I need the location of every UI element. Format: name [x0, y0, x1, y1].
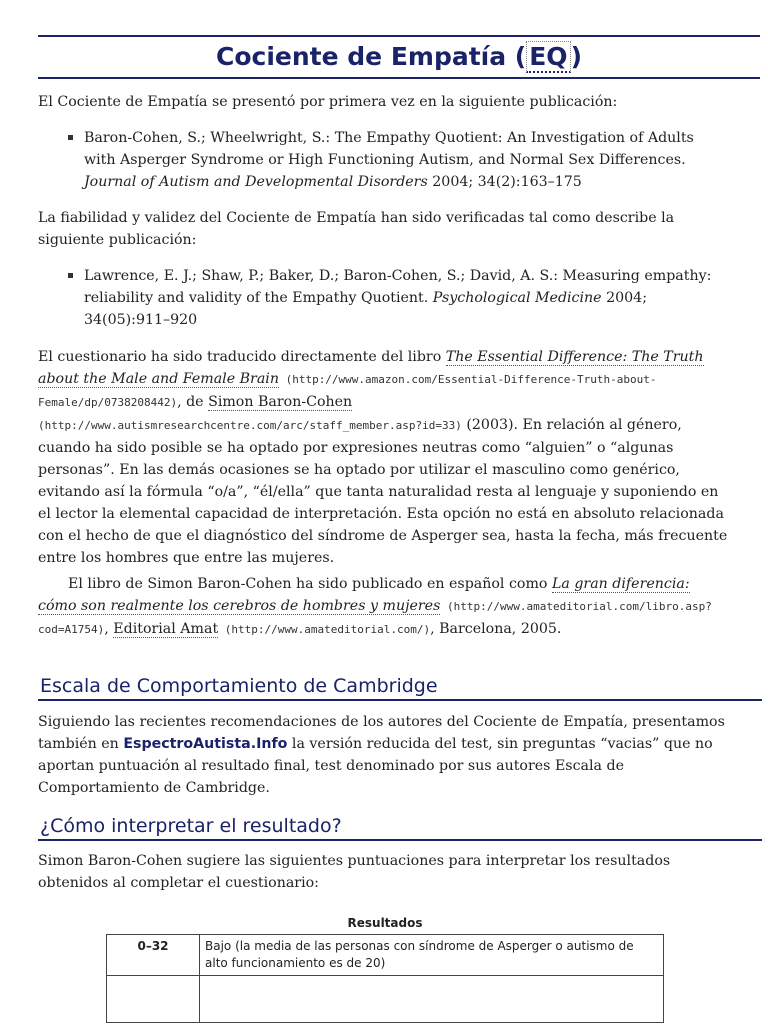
eq-abbreviation[interactable]: EQ — [526, 41, 570, 73]
author-url: (http://www.autismresearchcentre.com/arc/staff_member.asp?id=33) — [38, 419, 462, 432]
reference-1: Baron-Cohen, S.; Wheelwright, S.: The Empathy Quotient: An Investigation of Adults with Asperger Syndrome or High Functioning Autism, and Normal Sex Differences. Journal of Autism and Developmental Disorders 2004; 34(2):163–175 — [84, 127, 724, 193]
results-table-title: Resultados — [347, 916, 423, 930]
site-brand: EspectroAutista.Info — [123, 736, 288, 752]
table-row — [107, 935, 664, 976]
interpret-heading: ¿Cómo interpretar el resultado? — [38, 813, 762, 841]
cambridge-paragraph: Siguiendo las recientes recomendaciones de los autores del Cociente de Empatía, presentamos también en EspectroAutista.Info la versión reducida del test, sin preguntas “vacias” que no aportan puntuación al resultado final, test denominado por sus autores Escala de Comportamiento de Cambridge. — [38, 714, 725, 796]
top-rule — [38, 35, 760, 37]
score-range-empty — [107, 976, 200, 1023]
publisher-link[interactable]: Editorial Amat — [113, 621, 219, 637]
book-link[interactable]: The Essential Difference: The Truth about the Male and Female Brain — [38, 349, 704, 387]
score-range: 0–32 — [107, 935, 200, 976]
intro-paragraph: El Cociente de Empatía se presentó por primera vez en la siguiente publicación: — [38, 94, 618, 110]
translation-paragraph: El cuestionario ha sido traducido directamente del libro The Essential Difference: The Truth about the Male and Female Brain (http://www.amazon.com/Essential-Difference-Truth-about-Female/dp/0738208442), de Simon Baron-Cohen (http://www.autismresearchcentre.com/arc/staff_member.asp?id=33) (2003). En relación al género, cuando ha sido posible se ha optado por expresiones neutras como “alguien” o “algunas personas”. En las demás ocasiones se ha optado por utilizar el masculino como genérico, evitando así la fórmula “o/a”, “él/ella” que tanta naturalidad resta al lenguaje y suponiendo en el lector la elemental capacidad de interpretación. Esta opción no está en absoluto relacionada con el hecho de que el diagnóstico del síndrome de Asperger sea, hasta la fecha, más frecuente entre los hombres que entre las mujeres. — [38, 349, 728, 566]
cambridge-heading: Escala de Comportamiento de Cambridge — [38, 673, 762, 701]
interpret-paragraph: Simon Baron-Cohen sugiere las siguientes puntuaciones para interpretar los resultados obtenidos al completar el cuestionario: — [38, 853, 671, 891]
score-description: Bajo (la media de las personas con síndrome de Asperger o autismo de alto funcionamiento es de 20) — [200, 935, 664, 976]
spanish-edition-paragraph: El libro de Simon Baron-Cohen ha sido publicado en español como La gran diferencia: cómo son realmente los cerebros de hombres y mujeres (http://www.amateditorial.com/libro.asp?cod=A1754), Editorial Amat (http://www.amateditorial.com/), Barcelona, 2005. — [38, 576, 712, 637]
score-description-empty — [200, 976, 664, 1023]
page-title: Cociente de Empatía ( EQ ) — [215, 42, 583, 71]
results-table — [106, 934, 664, 1023]
table-row — [107, 976, 664, 1023]
spanish-book-link[interactable]: La gran diferencia: cómo son realmente los cerebros de hombres y mujeres — [38, 576, 690, 614]
spanish-book-url: (http://www.amateditorial.com/libro.asp?cod=A1754) — [38, 600, 712, 636]
author-link[interactable]: Simon Baron-Cohen — [208, 394, 353, 410]
publisher-url: (http://www.amateditorial.com/) — [218, 623, 431, 636]
title-rule — [38, 77, 760, 79]
reliability-paragraph: La fiabilidad y validez del Cociente de Empatía han sido verificadas tal como describe la siguiente publicación: — [38, 210, 675, 248]
reference-2: Lawrence, E. J.; Shaw, P.; Baker, D.; Baron-Cohen, S.; David, A. S.: Measuring empathy: reliability and validity of the Empathy Quotient. Psychological Medicine 2004; 34(05):911–920 — [84, 265, 724, 331]
book-url: (http://www.amazon.com/Essential-Difference-Truth-about-Female/dp/0738208442) — [38, 373, 657, 409]
